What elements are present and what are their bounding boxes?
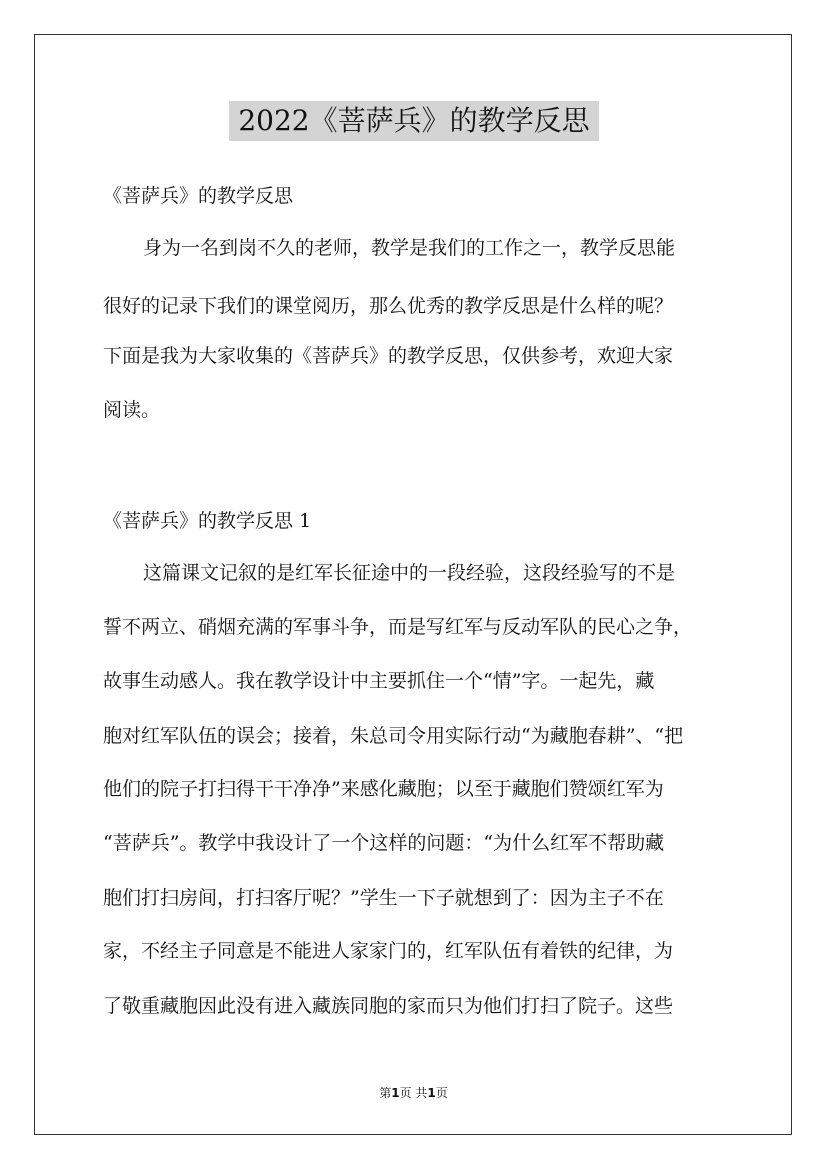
intro-line: 身为一名到岗不久的老师，教学是我们的工作之一，教学反思能 xyxy=(143,237,676,259)
footer-page-prefix: 第 xyxy=(379,1086,392,1100)
footer-page-suffix: 页 xyxy=(435,1086,448,1100)
body-line: 他们的院子打扫得干干净净”来感化藏胞；以至于藏胞们赞颂红军为 xyxy=(103,778,664,800)
document-title: 2022《菩萨兵》的教学反思 xyxy=(229,101,599,141)
intro-line: 阅读。 xyxy=(103,399,161,421)
footer-page-current: 1 xyxy=(391,1086,400,1100)
footer-page-total: 1 xyxy=(427,1086,436,1100)
body-line: 胞们打扫房间，打扫客厅呢？”学生一下子就想到了：因为主子不在 xyxy=(103,887,664,909)
body-line: 了敬重藏胞因此没有进入藏族同胞的家而只为他们打扫了院子。这些 xyxy=(103,995,674,1017)
intro-line: 下面是我为大家收集的《菩萨兵》的教学反思，仅供参考，欢迎大家 xyxy=(103,345,674,367)
page-footer xyxy=(0,1085,827,1101)
body-line: 胞对红军队伍的误会；接着，朱总司令用实际行动“为藏胞春耕”、“把 xyxy=(103,725,684,747)
body-line: 家，不经主子同意是不能进人家家门的，红军队伍有着铁的纪律，为 xyxy=(103,940,674,962)
body-line: 誓不两立、硝烟充满的军事斗争，而是写红军与反动军队的民心之争， xyxy=(103,616,693,638)
intro-line: 很好的记录下我们的课堂阅历，那么优秀的教学反思是什么样的呢？ xyxy=(103,295,674,317)
document-subtitle: 《菩萨兵》的教学反思 xyxy=(103,185,294,207)
body-line: 故事生动感人。我在教学设计中主要抓住一个“情”字。一起先，藏 xyxy=(103,670,655,692)
body-line: “菩萨兵”。教学中我设计了一个这样的问题：“为什么红军不帮助藏 xyxy=(103,832,665,854)
section-heading: 《菩萨兵》的教学反思 1 xyxy=(103,510,312,532)
footer-page-mid: 页 共 xyxy=(399,1086,428,1100)
body-line: 这篇课文记叙的是红军长征途中的一段经验，这段经验写的不是 xyxy=(143,562,676,584)
